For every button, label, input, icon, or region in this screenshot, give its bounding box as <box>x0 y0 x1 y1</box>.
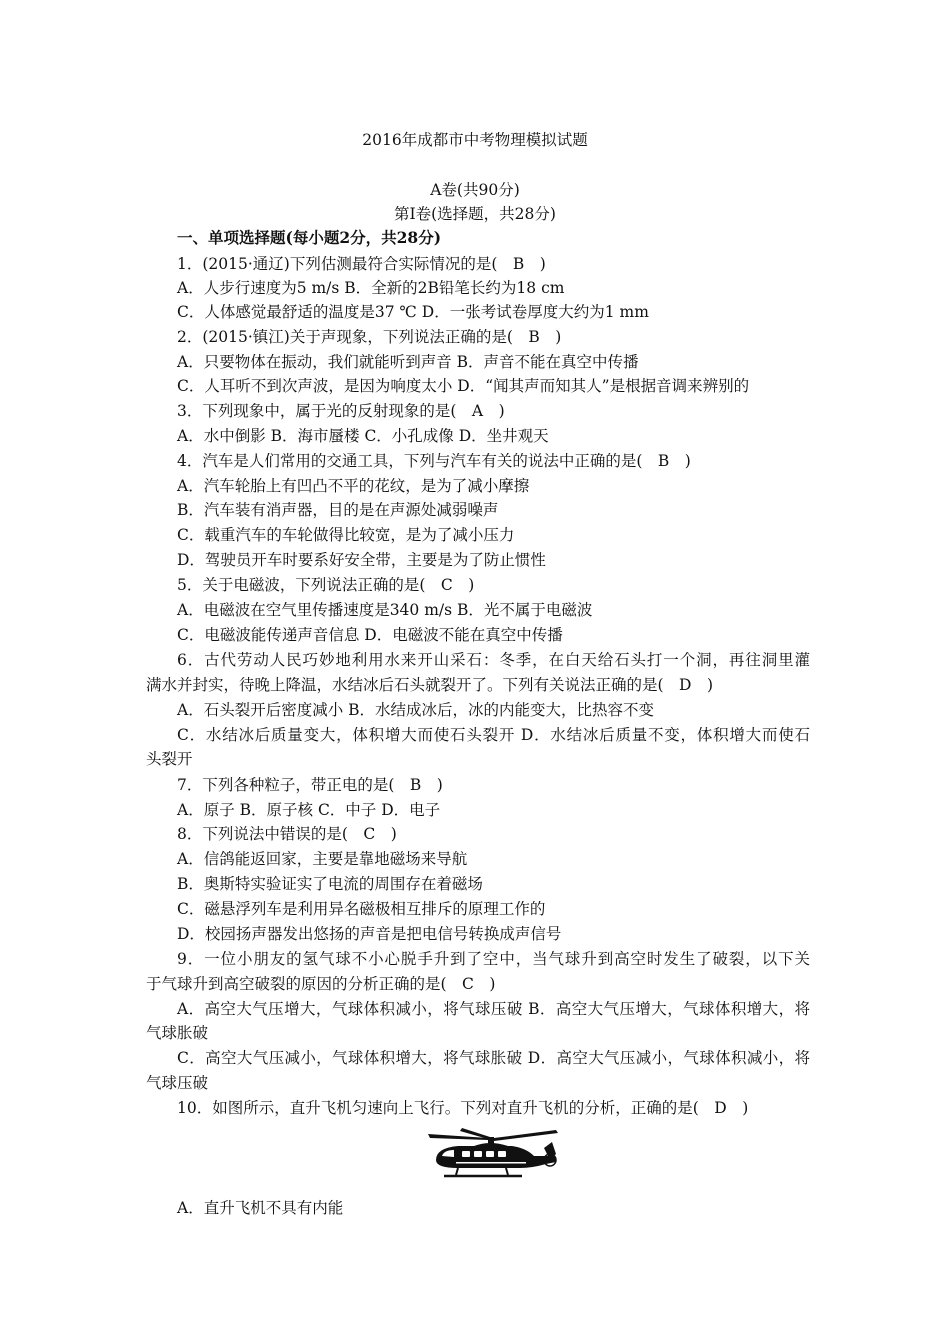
question-9-options-cd: C．高空大气压减小，气球体积增大，将气球胀破 D．高空大气压减小，气球体积减小，将 <box>177 1049 810 1067</box>
question-6-line-2: 满水并封实，待晚上降温，水结冰后石头就裂开了。下列有关说法正确的是( D ) <box>146 676 714 694</box>
question-1-options-cd: C．人体感觉最舒适的温度是37 ℃ D．一张考试卷厚度大约为1 mm <box>177 303 649 321</box>
question-3: 3．下列现象中，属于光的反射现象的是( A ) <box>177 402 505 420</box>
question-4-option-b: B．汽车装有消声器，目的是在声源处减弱噪声 <box>177 501 499 519</box>
question-group-heading: 一、单项选择题(每小题2分，共28分) <box>177 228 442 247</box>
question-3-options: A．水中倒影 B．海市蜃楼 C．小孔成像 D．坐井观天 <box>177 427 549 445</box>
question-5: 5．关于电磁波，下列说法正确的是( C ) <box>177 576 475 594</box>
part1-heading: 第Ⅰ卷(选择题，共28分) <box>394 205 556 223</box>
section-a-heading: A卷(共90分) <box>430 181 520 199</box>
question-1-options-ab: A．人步行速度为5 m/s B．全新的2B铅笔长约为18 cm <box>177 279 565 297</box>
question-8-option-a: A．信鸽能返回家，主要是靠地磁场来导航 <box>177 850 468 868</box>
helicopter-icon <box>422 1120 562 1180</box>
question-9-options-cd-wrap: 气球压破 <box>146 1074 209 1092</box>
question-8-option-c: C．磁悬浮列车是利用异名磁极相互排斥的原理工作的 <box>177 900 546 918</box>
question-7: 7．下列各种粒子，带正电的是( B ) <box>177 776 443 794</box>
question-4-option-d: D．驾驶员开车时要系好安全带，主要是为了防止惯性 <box>177 551 546 569</box>
document-title: 2016年成都市中考物理模拟试题 <box>362 131 588 149</box>
question-9-options-ab: A．高空大气压增大，气球体积减小，将气球压破 B．高空大气压增大，气球体积增大，将 <box>177 1000 810 1018</box>
question-1: 1．(2015·通辽)下列估测最符合实际情况的是( B ) <box>177 255 546 273</box>
question-10: 10．如图所示，直升飞机匀速向上飞行。下列对直升飞机的分析，正确的是( D ) <box>177 1099 749 1117</box>
question-8-option-b: B．奥斯特实验证实了电流的周围存在着磁场 <box>177 875 483 893</box>
question-4-option-c: C．载重汽车的车轮做得比较宽，是为了减小压力 <box>177 526 515 544</box>
question-8-option-d: D．校园扬声器发出悠扬的声音是把电信号转换成声信号 <box>177 925 562 943</box>
question-6-line-1: 6．古代劳动人民巧妙地利用水来开山采石：冬季，在白天给石头打一个洞，再往洞里灌 <box>177 651 810 669</box>
question-10-option-a: A．直升飞机不具有内能 <box>177 1199 344 1217</box>
question-8: 8．下列说法中错误的是( C ) <box>177 825 397 843</box>
question-9-line-1: 9．一位小朋友的氢气球不小心脱手升到了空中，当气球升到高空时发生了破裂，以下关 <box>177 950 810 968</box>
question-2-options-ab: A．只要物体在振动，我们就能听到声音 B．声音不能在真空中传播 <box>177 353 639 371</box>
question-4: 4．汽车是人们常用的交通工具，下列与汽车有关的说法中正确的是( B ) <box>177 452 691 470</box>
question-5-options-ab: A．电磁波在空气里传播速度是340 m/s B．光不属于电磁波 <box>177 601 593 619</box>
question-2: 2．(2015·镇江)关于声现象，下列说法正确的是( B ) <box>177 328 562 346</box>
question-6-options-cd: C．水结冰后质量变大，体积增大而使石头裂开 D．水结冰后质量不变，体积增大而使石 <box>177 726 810 744</box>
question-7-options: A．原子 B．原子核 C．中子 D．电子 <box>177 801 441 819</box>
question-9-options-ab-wrap: 气球胀破 <box>146 1024 209 1042</box>
question-6-options-cd-wrap: 头裂开 <box>146 750 193 768</box>
question-6-options-ab: A．石头裂开后密度减小 B．水结成冰后，冰的内能变大，比热容不变 <box>177 701 655 719</box>
question-5-options-cd: C．电磁波能传递声音信息 D．电磁波不能在真空中传播 <box>177 626 563 644</box>
question-9-line-2: 于气球升到高空破裂的原因的分析正确的是( C ) <box>146 975 496 993</box>
question-2-options-cd: C．人耳听不到次声波，是因为响度太小 D．“闻其声而知其人”是根据音调来辨别的 <box>177 377 750 395</box>
question-4-option-a: A．汽车轮胎上有凹凸不平的花纹，是为了减小摩擦 <box>177 477 530 495</box>
